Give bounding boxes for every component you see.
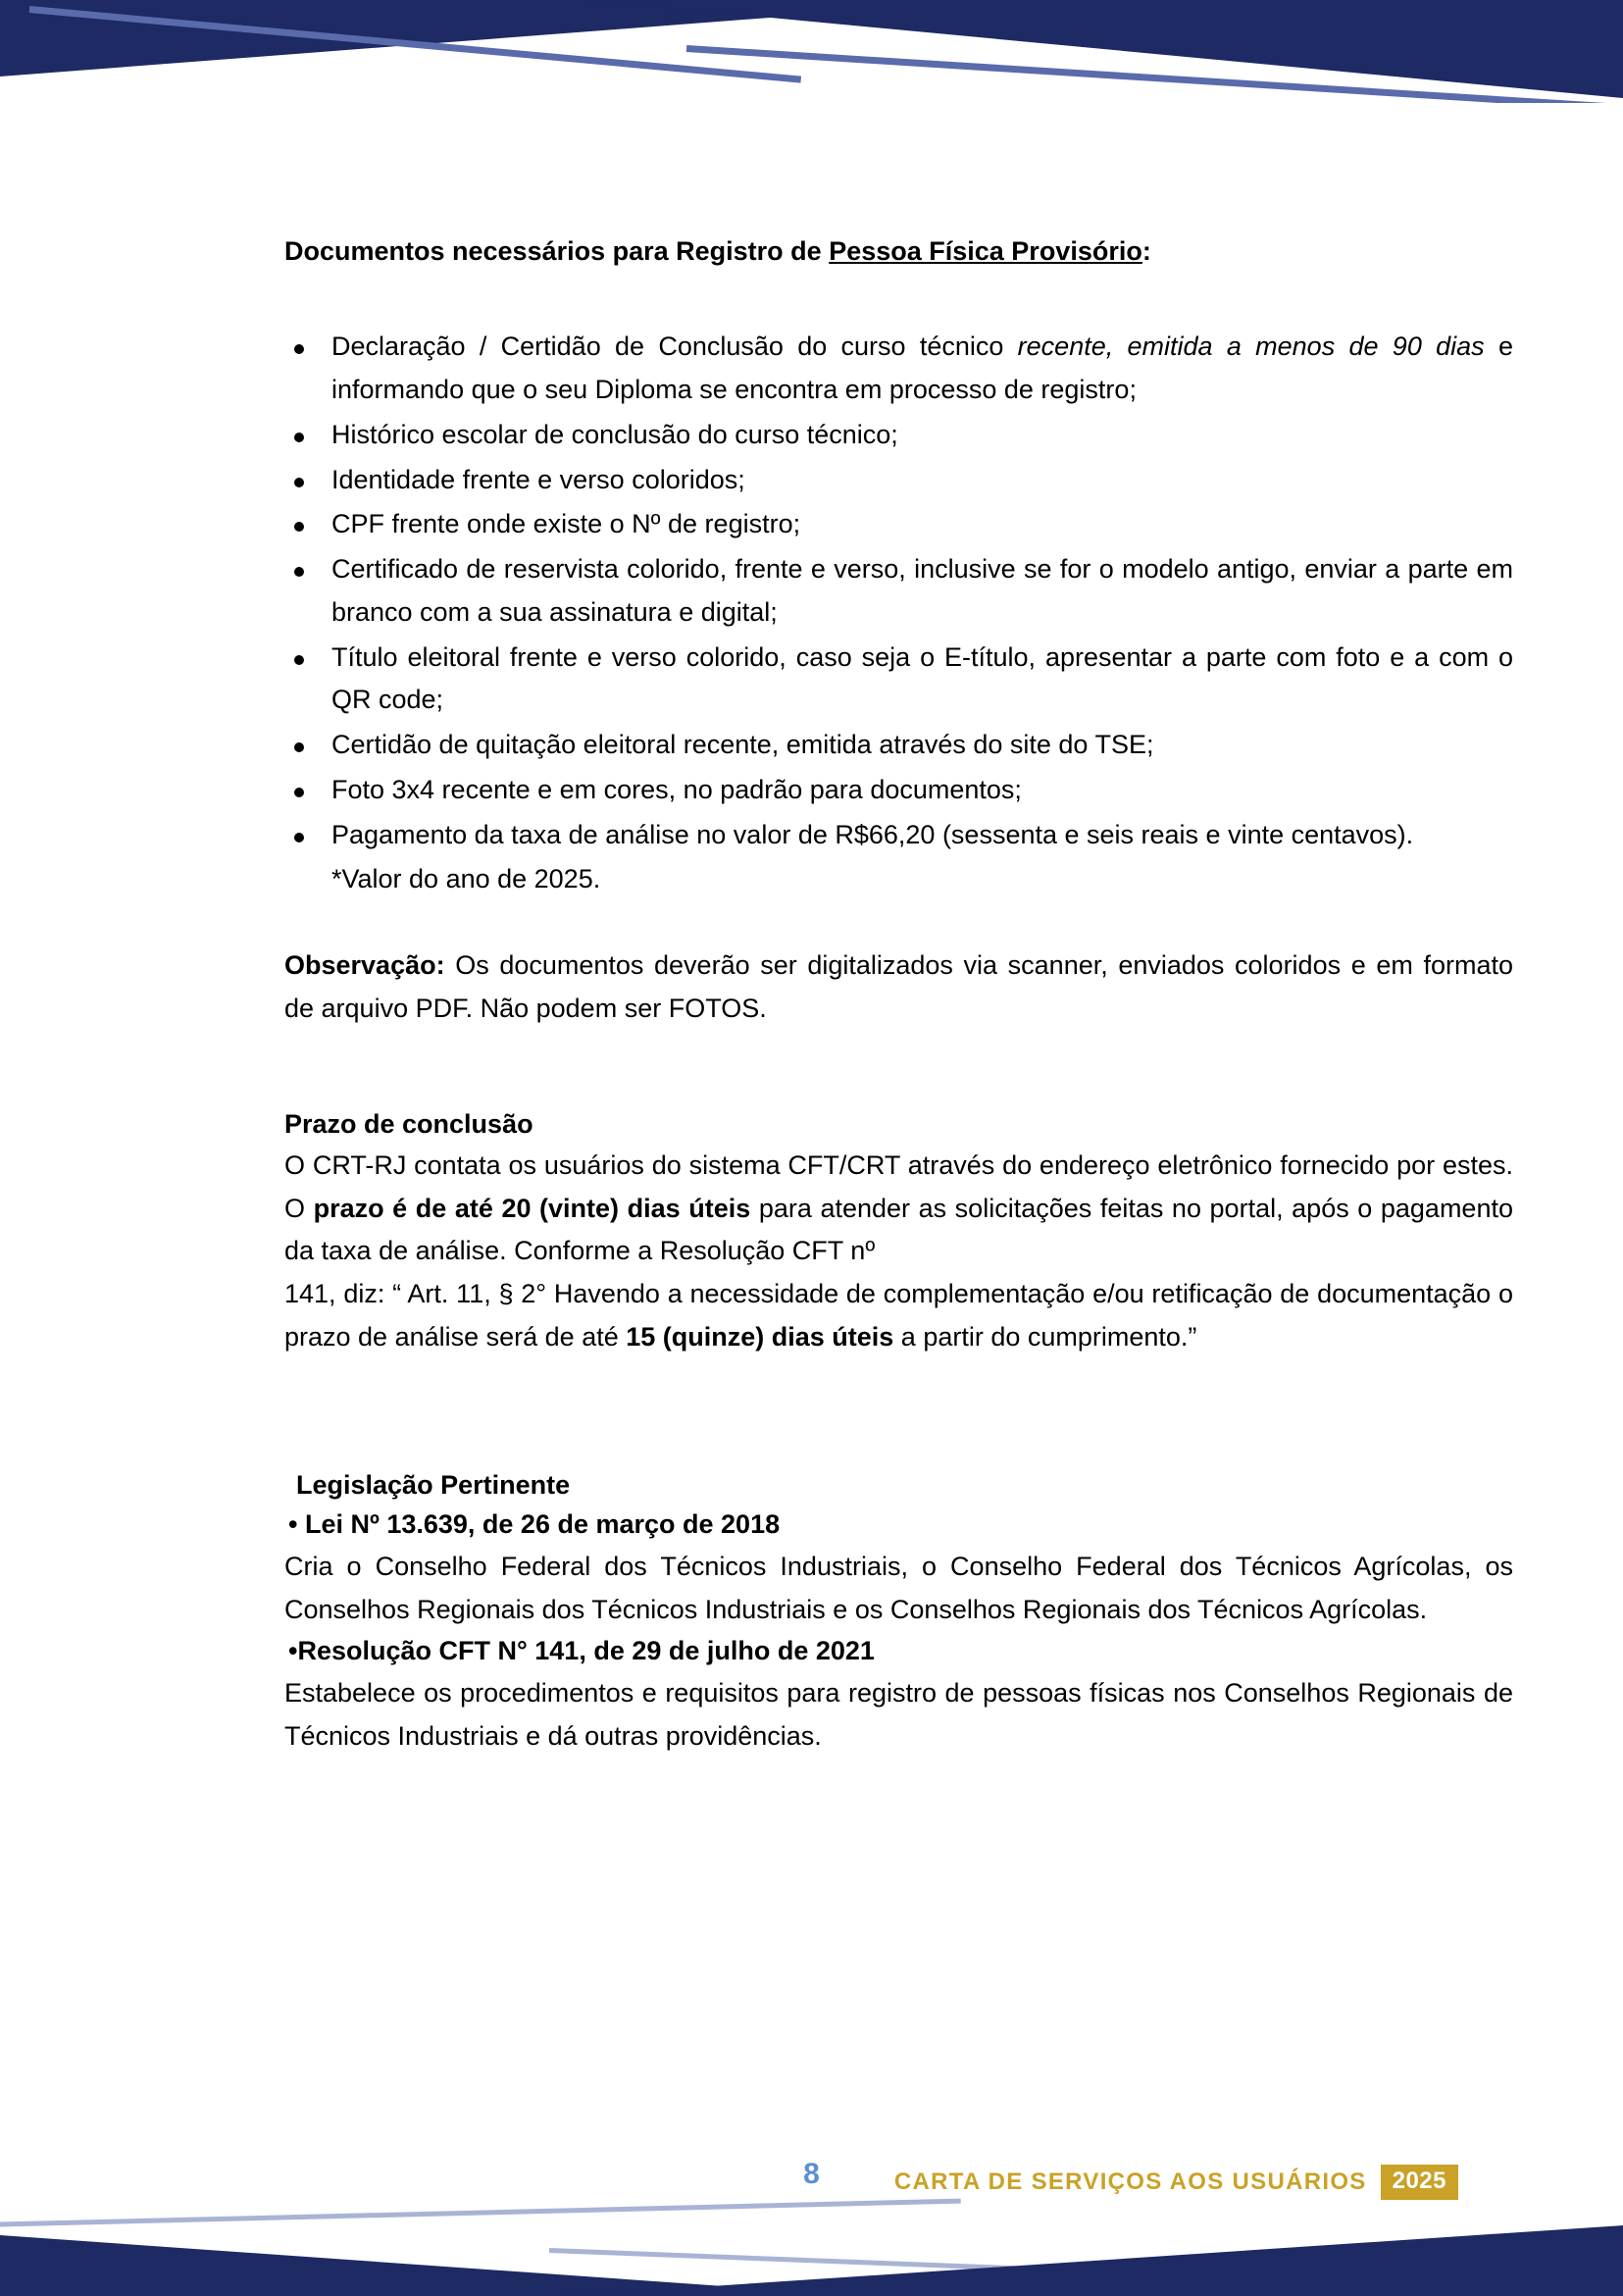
document-content [284, 233, 1513, 1759]
deadline-text-part3: 141, diz: “ Art. 11, § 2° Havendo a necessidade de complementação e/ou retificação de documentação o prazo de análise será de até [284, 1279, 1513, 1352]
list-item [284, 637, 1513, 722]
legislation-bullet-icon: • [288, 1636, 298, 1666]
deadline-paragraph-continued [284, 1273, 1513, 1358]
legislation-item-title [288, 1505, 1513, 1546]
list-item [284, 548, 1513, 634]
footer-year-badge: 2025 [1381, 2165, 1458, 2200]
deadline-bold-20-days: prazo é de até 20 (vinte) dias úteis [313, 1193, 751, 1223]
footer-decorative-band [0, 2178, 1623, 2296]
list-item-text-after: e informando que o seu Diploma se encontra em processo de registro; [331, 332, 1513, 405]
list-item-label: Pagamento da taxa de análise no valor de R$66,20 (sessenta e seis reais e vinte centavos). [331, 819, 1414, 849]
value-year-note: *Valor do ano de 2025. [331, 864, 601, 894]
legislation-item-description: Estabelece os procedimentos e requisitos para registro de pessoas físicas nos Conselhos Regionais de Técnicos Industriais e dá outras providências. [284, 1678, 1513, 1752]
footer-brand-text: CARTA DE SERVIÇOS AOS USUÁRIOS [893, 2168, 1367, 2195]
deadline-text-part2: para atender as solicitações feitas no portal, após o pagamento da taxa de análise. Conforme a Resolução CFT nº [284, 1193, 1513, 1266]
list-item [284, 503, 1513, 546]
list-item [284, 414, 1513, 457]
list-item-label: CPF frente onde existe o Nº de registro; [331, 509, 801, 539]
page-title [284, 233, 1513, 269]
footer-accent-line-left [0, 2199, 961, 2227]
required-documents-list [284, 326, 1513, 856]
list-item [284, 326, 1513, 411]
list-item [284, 814, 1513, 857]
list-item-text-before: Declaração / Certidão de Conclusão do curso técnico [331, 332, 1018, 362]
list-item [284, 724, 1513, 767]
legislation-item-description: Cria o Conselho Federal dos Técnicos Industriais, o Conselho Federal dos Técnicos Agrícolas, os Conselhos Regionais dos Técnicos Industriais e os Conselhos Regionais dos Técnicos Agrícolas. [284, 1551, 1513, 1624]
legislation-law-name: Lei Nº 13.639, de 26 de março de 2018 [304, 1509, 781, 1540]
spacer [284, 1359, 1513, 1465]
list-item-label: Identidade frente e verso coloridos; [331, 464, 745, 494]
deadline-paragraph [284, 1145, 1513, 1273]
list-item-label: Histórico escolar de conclusão do curso técnico; [331, 419, 898, 449]
list-item-label: Foto 3x4 recente e em cores, no padrão para documentos; [331, 774, 1022, 804]
legislation-law-name: Resolução CFT N° 141, de 29 de julho de 2021 [297, 1636, 875, 1666]
observation-paragraph [284, 944, 1513, 1030]
page-title-underlined: Pessoa Física Provisório [829, 236, 1142, 266]
list-item [284, 459, 1513, 502]
spacer [284, 901, 1513, 944]
list-item-emphasis: recente, emitida a menos de 90 dias [1017, 332, 1485, 362]
list-item-label: Certidão de quitação eleitoral recente, emitida através do site do TSE; [331, 730, 1154, 760]
observation-label: Observação: [284, 949, 445, 980]
list-item-label: Certificado de reservista colorido, frente e verso, inclusive se for o modelo antigo, enviar a parte em branco com a sua assinatura e digital; [331, 554, 1513, 627]
section-title-deadline: Prazo de conclusão [284, 1109, 533, 1140]
list-item-label: Título eleitoral frente e verso colorido, caso seja o E-título, apresentar a parte com foto e a com o QR code; [331, 641, 1513, 715]
page-title-prefix: Documentos necessários para Registro de [284, 236, 830, 266]
page-number: 8 [803, 2158, 820, 2190]
deadline-text-part1: O CRT-RJ contata os usuários do sistema CFT/CRT através do endereço eletrônico fornecido por estes. O [284, 1149, 1513, 1223]
footer-navy-shape-right [564, 2225, 1623, 2296]
deadline-bold-15-days: 15 (quinze) dias úteis [626, 1321, 894, 1352]
legislation-item-title [288, 1631, 1513, 1672]
header-decorative-band [0, 0, 1623, 103]
observation-text: Os documentos deverão ser digitalizados via scanner, enviados coloridos e em formato de arquivo PDF. Não podem ser FOTOS. [284, 949, 1513, 1023]
legislation-bullet-icon: • [288, 1509, 298, 1540]
section-title-legislation: Legislação Pertinente [296, 1469, 571, 1500]
list-item [284, 769, 1513, 812]
spacer [284, 1030, 1513, 1104]
deadline-text-part4: a partir do cumprimento.” [893, 1321, 1197, 1352]
page-title-suffix: : [1141, 236, 1151, 266]
